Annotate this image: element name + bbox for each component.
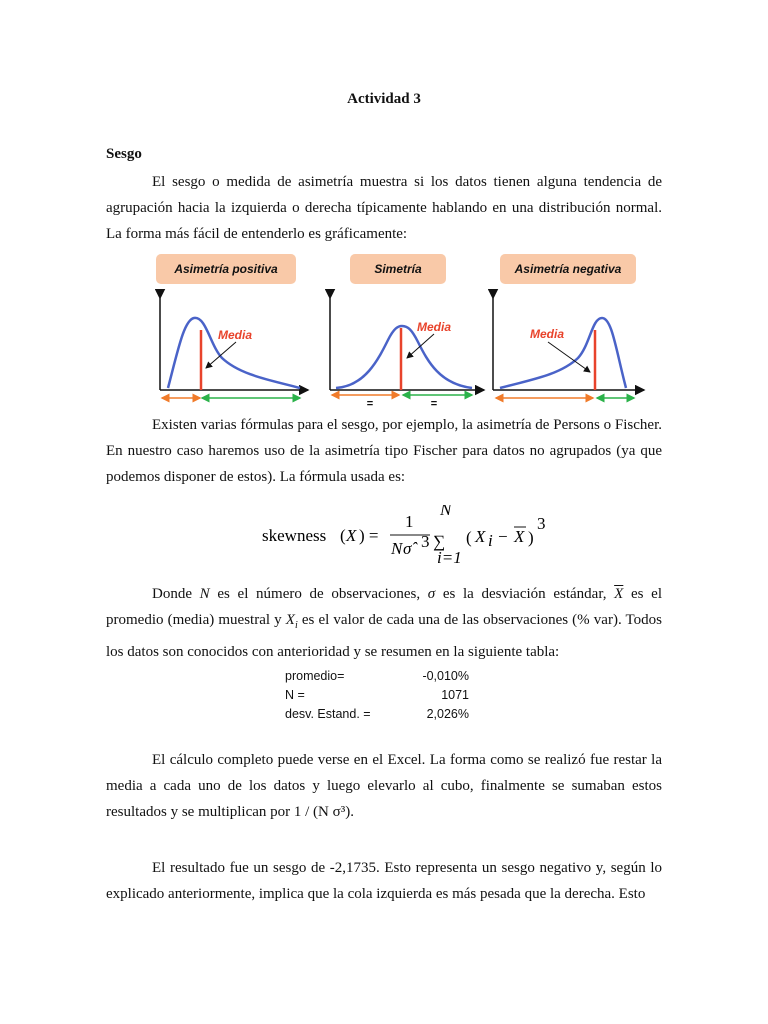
svg-text:3: 3: [421, 532, 430, 551]
svg-text:) =: ) =: [359, 526, 379, 545]
svg-text:(: (: [340, 526, 346, 545]
svg-text:X: X: [514, 527, 525, 546]
paragraph-formulas: Existen varias fórmulas para el sesgo, por ejemplo, la asimetría de Persons o Fischer. En nuestro caso haremos uso de la asimetría tipo Fischer para datos no agrupados (ya que podemos disponer de estos). La fórmula usada es:: [106, 417, 662, 485]
media-label-positive: Media: [218, 328, 253, 342]
curve-symmetric: [336, 326, 472, 388]
stats-row: N = 1071: [285, 688, 469, 702]
sum-symbol: ∑: [433, 532, 446, 551]
svg-text:σ̂: σ̂: [403, 539, 412, 558]
stats-table: [285, 667, 485, 724]
label-negative-skew: Asimetría negativa: [514, 262, 622, 276]
equal-sign-right: =: [430, 398, 438, 410]
axes-negative: [493, 298, 644, 390]
formula-numerator: 1: [405, 512, 414, 531]
axes-symmetric: [330, 298, 484, 390]
paragraph-intro: El sesgo o medida de asimetría muestra si los datos tienen alguna tendencia de agrupación hacia la izquierda o derecha típicamente hablando en una distribución normal. La forma más fácil de entenderlo es gráficamente:: [106, 174, 662, 242]
stats-row: desv. Estand. = 2,026%: [285, 707, 469, 721]
formula-upper-limit: N: [440, 505, 452, 519]
svg-text:i: i: [488, 531, 493, 550]
section-heading: Sesgo: [106, 146, 142, 162]
formula-var: X: [346, 526, 357, 545]
formula-lhs: skewness: [262, 526, 327, 545]
calc-formula: 1 / (N σ³).: [293, 804, 354, 820]
paragraph-definitions: Donde N es el número de observaciones, σ es la desviación estándar, $\overline{X}$ es el promedio (media) muestral y $X_i$ es el valor de cada una de las observaciones (% var). Todos los datos son conocidos con anterioridad y se resumen en la siguiente tabla:: [106, 586, 662, 660]
skewness-formula: [260, 505, 560, 565]
svg-text:X: X: [475, 527, 486, 546]
media-label-symmetric: Media: [417, 320, 452, 334]
svg-text:3: 3: [537, 514, 546, 533]
stats-row: promedio= -0,010%: [285, 669, 469, 683]
media-label-negative: Media: [530, 327, 565, 341]
equal-sign-left: =: [366, 398, 374, 410]
svg-text:): ): [528, 528, 534, 547]
svg-text:(: (: [466, 528, 472, 547]
document-title: Actividad 3: [347, 91, 421, 107]
skewness-figure: [150, 250, 650, 410]
label-symmetry: Simetría: [374, 262, 422, 276]
label-positive-skew: Asimetría positiva: [174, 262, 278, 276]
paragraph-result: El resultado fue un sesgo de -2,1735. Esto representa un sesgo negativo y, según lo explicado anteriormente, implica que la cola izquierda es más pesada que la derecha. Esto: [106, 860, 662, 902]
formula-lower-limit: i=1: [437, 548, 462, 565]
svg-text:−: −: [498, 527, 508, 546]
svg-text:N: N: [391, 539, 403, 558]
paragraph-calculation: El cálculo completo puede verse en el Excel. La forma como se realizó fue restar la media a cada uno de los datos y luego elevarlo al cubo, finalmente se sumaban estos resultados y se multiplican por 1 / (N σ³).: [106, 752, 662, 820]
